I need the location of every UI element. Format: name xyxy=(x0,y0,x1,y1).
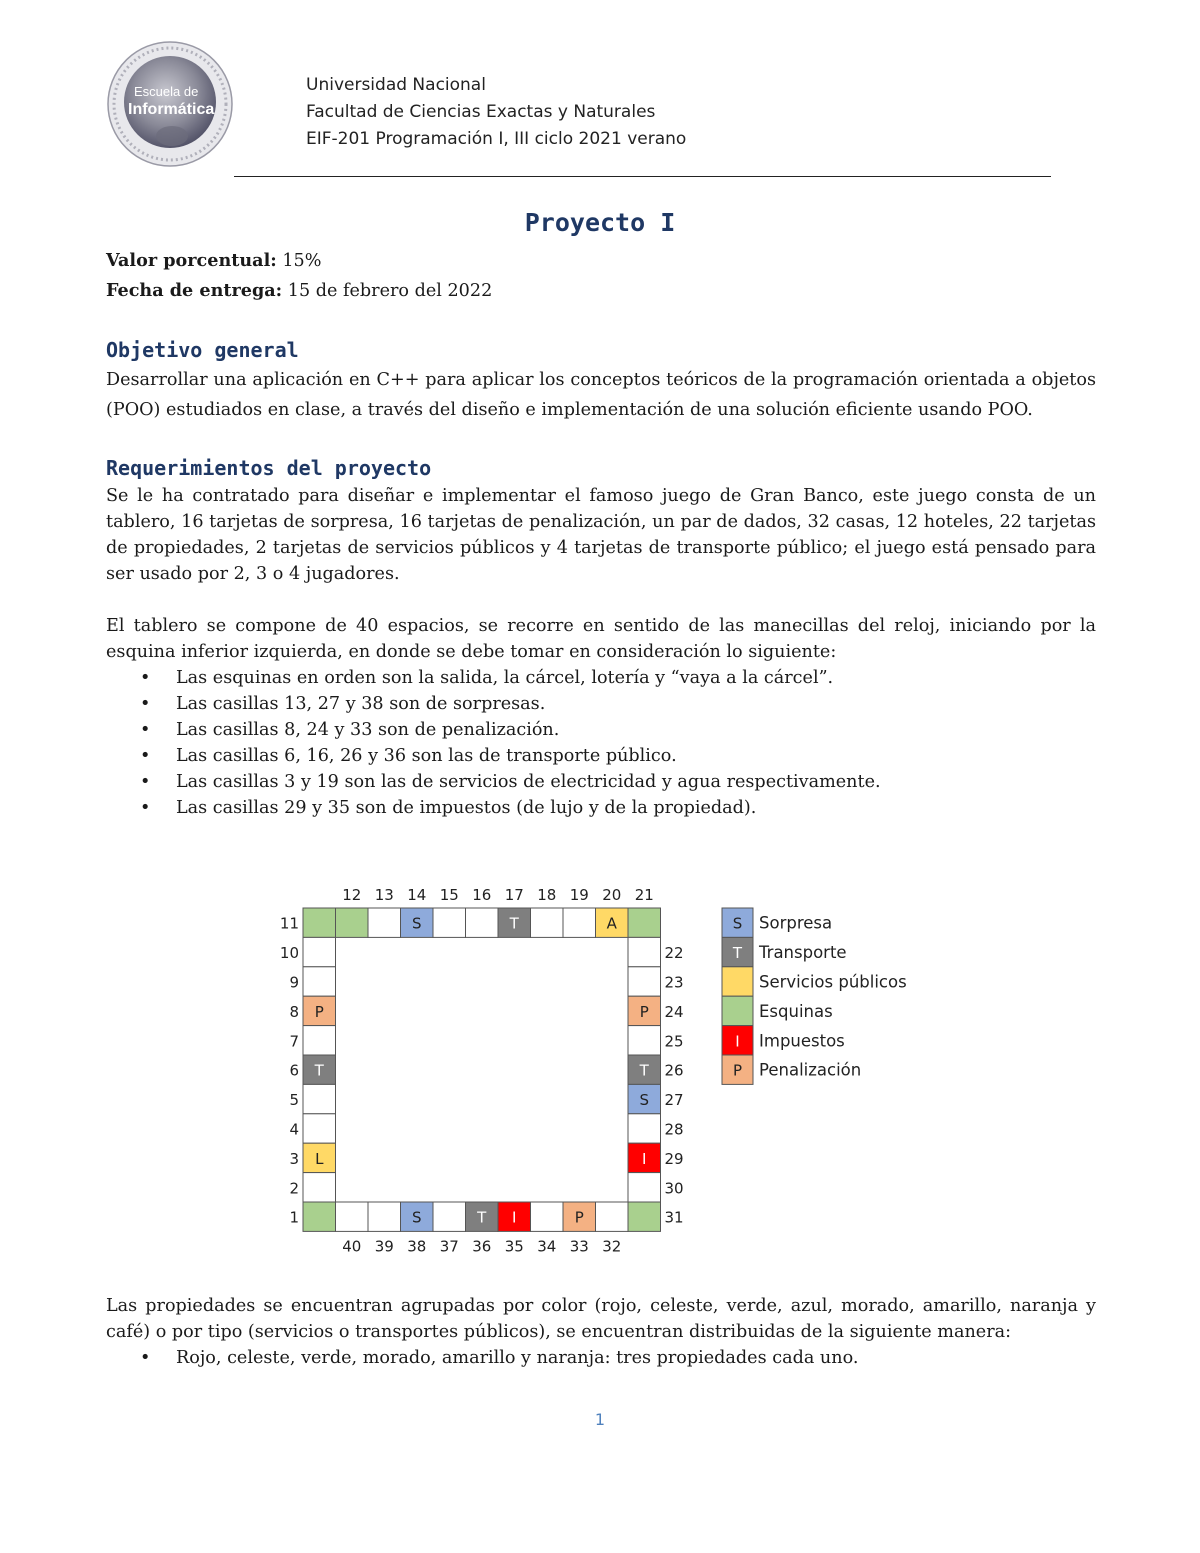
board-number: 6 xyxy=(289,1061,299,1080)
board-number: 14 xyxy=(407,886,427,904)
board-cell-letter: S xyxy=(639,1091,650,1110)
board-number: 25 xyxy=(664,1032,684,1051)
board-cell xyxy=(531,1202,564,1231)
board-number: 39 xyxy=(374,1237,394,1256)
board-number: 4 xyxy=(289,1120,299,1139)
board-number: 7 xyxy=(289,1032,299,1051)
main-content xyxy=(106,246,1096,821)
board-number: 32 xyxy=(602,1237,622,1256)
legend-label: Transporte xyxy=(759,943,847,963)
board-cell xyxy=(433,908,466,937)
logo-text-line1: Escuela de xyxy=(134,84,199,99)
board-number: 1 xyxy=(289,1208,299,1227)
board-number: 8 xyxy=(289,1002,299,1021)
page-title: Proyecto I xyxy=(524,208,676,237)
legend-label: Esquinas xyxy=(759,1001,833,1021)
board-number: 17 xyxy=(504,886,524,904)
board-cell-letter: T xyxy=(509,914,519,933)
board-cell xyxy=(628,937,661,966)
legend-swatch xyxy=(722,967,753,996)
board-cell-letter: T xyxy=(477,1208,487,1227)
board-number: 29 xyxy=(664,1149,684,1168)
properties-paragraph: Las propiedades se encuentran agrupadas por color (rojo, celeste, verde, azul, morado, amarillo, naranja y café) o por tipo (servicios o transportes públicos), se encuentran distribuidas de la siguiente manera: xyxy=(106,1296,1096,1342)
list-item: • Las casillas 6, 16, 26 y 36 son las de transporte público. xyxy=(106,743,1096,769)
board-number: 21 xyxy=(634,886,654,904)
board-cell xyxy=(303,967,336,996)
value-row xyxy=(106,246,1096,276)
properties-section xyxy=(106,1293,1096,1371)
value-label: Valor porcentual: xyxy=(106,250,277,271)
board-cell-letter: P xyxy=(639,1002,649,1021)
board-cell-letter: S xyxy=(411,914,422,933)
board-cell xyxy=(303,1202,336,1231)
legend-letter: I xyxy=(735,1032,740,1051)
board-number: 31 xyxy=(664,1208,684,1227)
board-cell-letter: T xyxy=(314,1061,324,1080)
value-text: 15% xyxy=(276,251,322,271)
header-divider xyxy=(234,176,1051,177)
board-number: 36 xyxy=(472,1237,492,1256)
properties-list xyxy=(106,1345,1096,1371)
legend-swatch xyxy=(722,996,753,1025)
board-cell xyxy=(303,1173,336,1202)
legend-letter: S xyxy=(732,914,743,933)
board-number: 27 xyxy=(664,1091,684,1110)
date-text: 15 de febrero del 2022 xyxy=(282,281,493,301)
board-cell-letter: L xyxy=(315,1149,324,1168)
board-cell-letter: I xyxy=(642,1149,647,1168)
logo-text-line2: Informática xyxy=(128,101,215,118)
requirements-heading: Requerimientos del proyecto xyxy=(106,456,432,480)
board-cell-letter: I xyxy=(512,1208,517,1227)
date-label: Fecha de entrega: xyxy=(106,280,283,301)
board-number: 34 xyxy=(537,1237,557,1256)
board-number: 28 xyxy=(664,1120,684,1139)
page-number: 1 xyxy=(594,1410,606,1429)
board-number: 38 xyxy=(407,1237,427,1256)
legend-letter: P xyxy=(732,1061,743,1080)
board-cell-letter: P xyxy=(574,1208,584,1227)
board-number: 10 xyxy=(279,944,299,963)
board-cell xyxy=(628,1114,661,1143)
board-cell xyxy=(628,908,661,937)
date-row xyxy=(106,276,1096,306)
board-cell xyxy=(303,937,336,966)
list-item: • Las casillas 3 y 19 son las de servicios de electricidad y agua respectivamente. xyxy=(106,769,1096,795)
board-number: 22 xyxy=(664,944,684,963)
board-number: 37 xyxy=(439,1237,459,1256)
board-number: 40 xyxy=(342,1237,362,1256)
board-number: 30 xyxy=(664,1179,684,1198)
board-number: 26 xyxy=(664,1061,684,1080)
document-header xyxy=(306,72,686,153)
board-cell xyxy=(368,908,401,937)
board-cell xyxy=(336,908,369,937)
board-number: 24 xyxy=(664,1002,684,1021)
board-number: 11 xyxy=(279,914,299,933)
board-cell xyxy=(303,1026,336,1055)
board-number: 18 xyxy=(537,886,557,904)
list-item: • Las casillas 29 y 35 son de impuestos (de lujo y de la propiedad). xyxy=(106,795,1096,821)
header-course: EIF-201 Programación I, III ciclo 2021 verano xyxy=(306,129,687,149)
list-item: • Las esquinas en orden son la salida, la cárcel, lotería y “vaya a la cárcel”. xyxy=(106,665,1096,691)
requirements-paragraph-1: Se le ha contratado para diseñar e implementar el famoso juego de Gran Banco, este juego consta de un tablero, 16 tarjetas de sorpresa, 16 tarjetas de penalización, un par de dados, 32 casas, 12 hoteles, 22 tarjetas de propiedades, 2 tarjetas de servicios públicos y 4 tarjetas de transporte público; el juego está pensado para ser usado por 2, 3 o 4 jugadores. xyxy=(106,486,1096,584)
school-logo xyxy=(106,40,234,168)
board-number: 33 xyxy=(569,1237,589,1256)
board-cell xyxy=(466,908,499,937)
board-cell xyxy=(628,1173,661,1202)
legend-label: Impuestos xyxy=(759,1031,845,1051)
board-number: 2 xyxy=(289,1179,299,1198)
requirements-paragraph-2: El tablero se compone de 40 espacios, se recorre en sentido de las manecillas del reloj, iniciando por la esquina inferior izquierda, en donde se debe tomar en consideración lo siguiente: xyxy=(106,616,1096,662)
board-number: 35 xyxy=(504,1237,524,1256)
list-item: • Las casillas 8, 24 y 33 son de penalización. xyxy=(106,717,1096,743)
board-cell xyxy=(303,1114,336,1143)
board-cell xyxy=(531,908,564,937)
header-university: Universidad Nacional xyxy=(306,75,486,95)
board-cell xyxy=(368,1202,401,1231)
board-cell xyxy=(628,1026,661,1055)
board-number: 16 xyxy=(472,886,492,904)
board-cell xyxy=(433,1202,466,1231)
board-number: 5 xyxy=(289,1091,299,1110)
requirements-list xyxy=(106,665,1096,821)
board-number: 12 xyxy=(342,886,362,904)
board-number: 13 xyxy=(374,886,394,904)
board-cell-letter: A xyxy=(606,914,617,933)
board-cell-letter: S xyxy=(411,1208,422,1227)
board-cell xyxy=(628,967,661,996)
board-cell-letter: T xyxy=(639,1061,649,1080)
objective-text: Desarrollar una aplicación en C++ para aplicar los conceptos teóricos de la programación orientada a objetos (POO) estudiados en clase, a través del diseño e implementación de una solución eficiente usando POO. xyxy=(106,370,1096,420)
board-diagram xyxy=(270,880,970,1260)
list-item: • Las casillas 13, 27 y 38 son de sorpresas. xyxy=(106,691,1096,717)
legend-label: Penalización xyxy=(759,1060,862,1080)
board-cell xyxy=(628,1202,661,1231)
legend-letter: T xyxy=(732,944,743,963)
board-cell xyxy=(563,908,596,937)
header-faculty: Facultad de Ciencias Exactas y Naturales xyxy=(306,102,656,122)
board-number: 9 xyxy=(289,973,299,992)
legend-label: Servicios públicos xyxy=(759,972,907,992)
board-number: 23 xyxy=(664,973,684,992)
legend-label: Sorpresa xyxy=(759,913,833,933)
board-cell xyxy=(303,1084,336,1113)
board-number: 19 xyxy=(569,886,589,904)
board-cell xyxy=(303,908,336,937)
board-number: 20 xyxy=(602,886,622,904)
board-number: 3 xyxy=(289,1149,299,1168)
board-cell xyxy=(336,1202,369,1231)
list-item: • Rojo, celeste, verde, morado, amarillo y naranja: tres propiedades cada uno. xyxy=(106,1345,1096,1371)
board-cell xyxy=(596,1202,629,1231)
board-number: 15 xyxy=(439,886,459,904)
board-cell-letter: P xyxy=(314,1002,324,1021)
objective-heading: Objetivo general xyxy=(106,338,299,362)
